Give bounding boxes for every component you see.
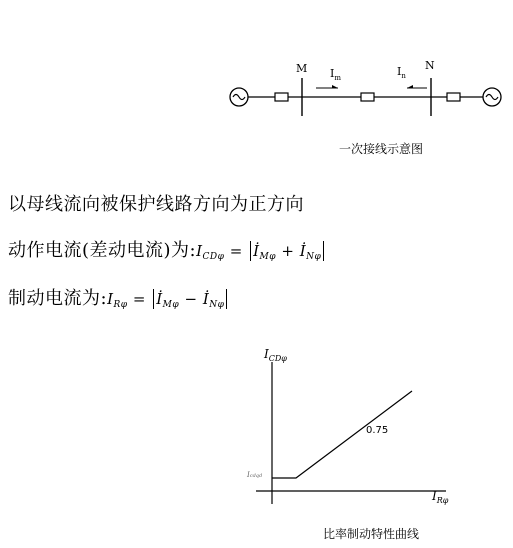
- slope-label: 0.75: [366, 425, 389, 436]
- single-line-caption: 一次接线示意图: [339, 142, 424, 156]
- characteristic-chart: [256, 362, 449, 505]
- restraint-current-prefix: 制动电流为:: [8, 288, 108, 309]
- bus-m-label: M: [296, 62, 308, 75]
- current-m-label: $I_m$: [330, 67, 341, 82]
- current-n-arrow: [407, 85, 427, 88]
- chart-caption: 比率制动特性曲线: [323, 527, 420, 541]
- restraint-curve: [272, 391, 412, 478]
- middle-breaker: [361, 93, 374, 101]
- restraint-current-line: [8, 284, 229, 310]
- current-m-arrow: [316, 85, 338, 88]
- y-axis-label: $I_{CD\varphi}$: [264, 347, 287, 363]
- restraint-current-formula: $I_{R\varphi}$ = $İ_{M\varphi}$ − $İ_{N\varphi}$: [107, 290, 229, 308]
- operating-current-prefix: 动作电流(差动电流)为:: [8, 240, 197, 261]
- current-n-label: $I_n$: [397, 65, 406, 80]
- right-source-icon: [483, 88, 501, 106]
- left-source-icon: [230, 88, 248, 106]
- right-breaker: [447, 93, 460, 101]
- bus-n-label: N: [425, 59, 435, 72]
- direction-statement: 以母线流向被保护线路方向为正方向: [8, 194, 304, 215]
- operating-current-line: [8, 236, 326, 262]
- x-axis-label: $I_{R\varphi}$: [432, 489, 449, 505]
- left-breaker: [275, 93, 288, 101]
- threshold-label: Icdqd: [247, 471, 263, 479]
- operating-current-formula: $I_{CD\varphi}$ = $İ_{M\varphi}$ + $İ_{N\varphi}$: [196, 242, 326, 260]
